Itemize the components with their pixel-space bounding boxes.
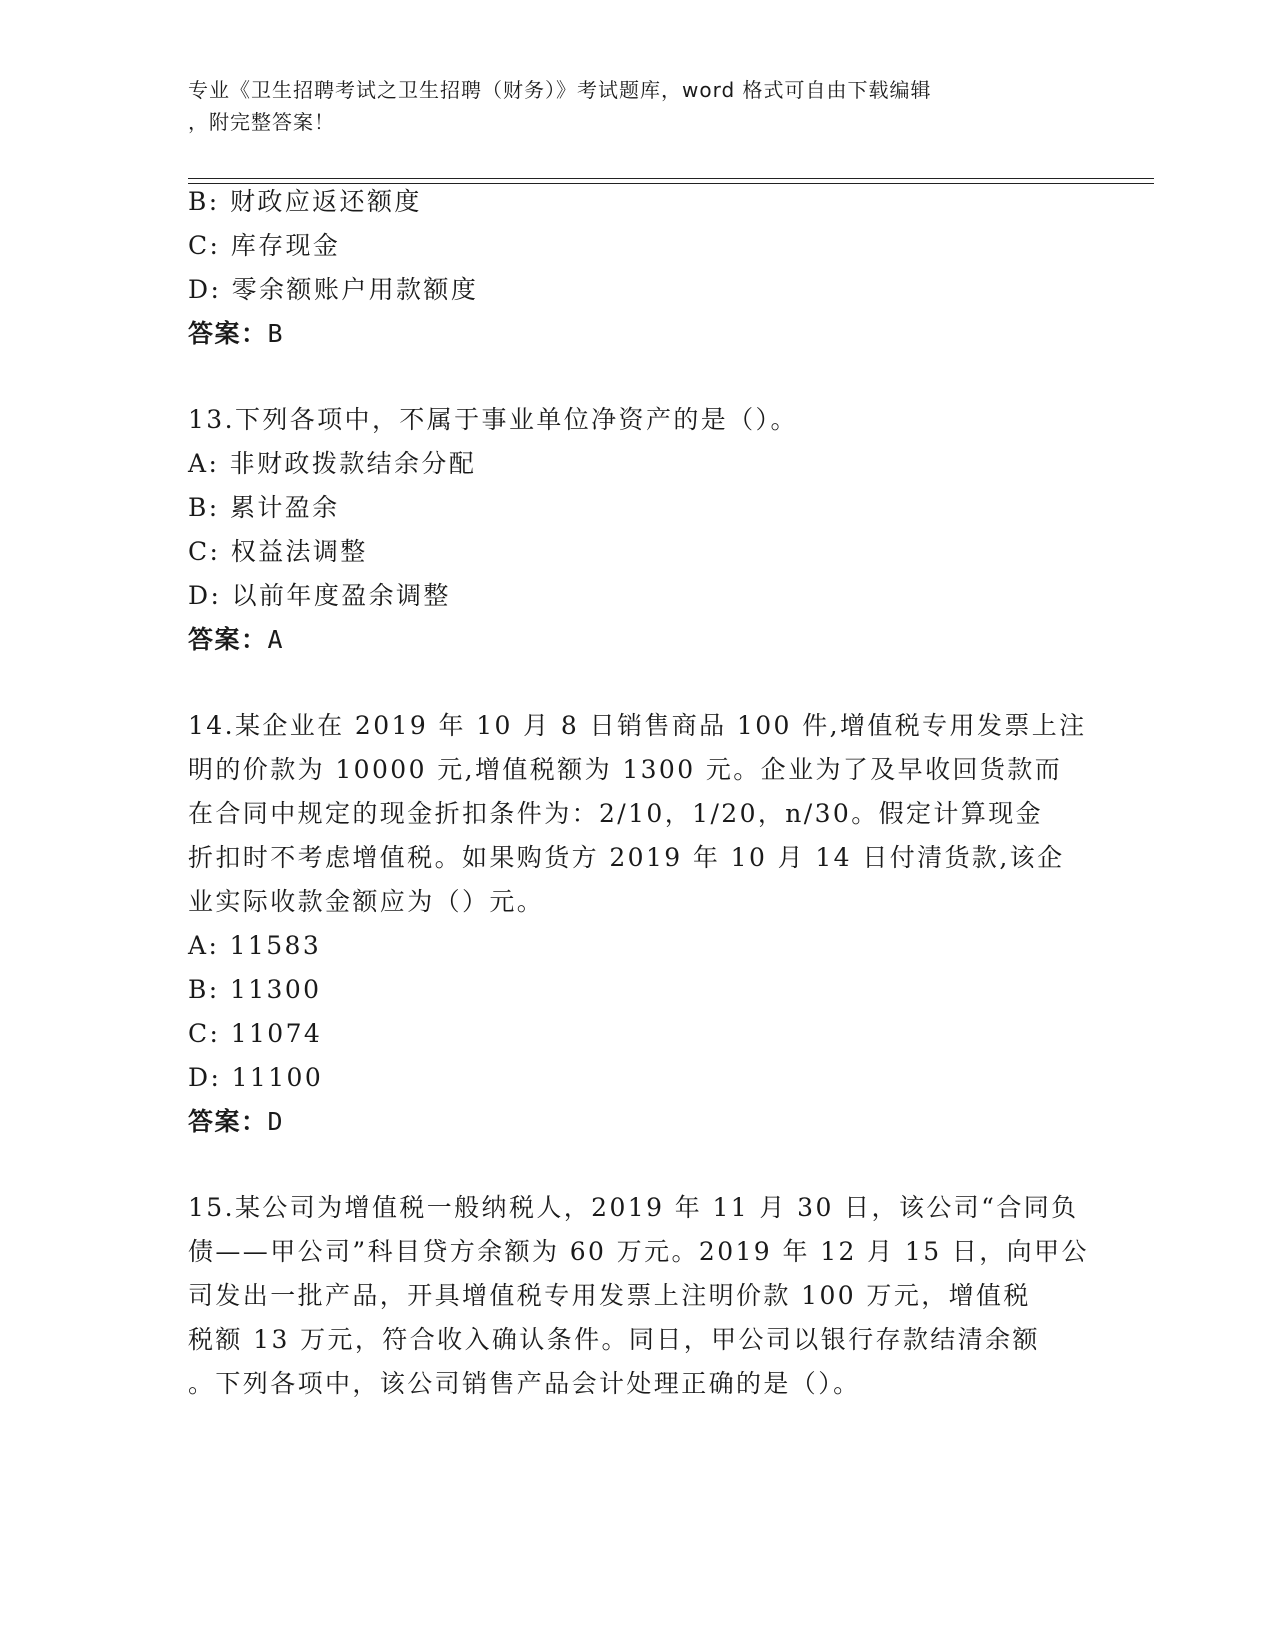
q12-answer-value: B (267, 319, 285, 348)
q13-option-d: D: 以前年度盈余调整 (188, 581, 451, 610)
q12-answer-label: 答案： (188, 319, 268, 348)
q15-stem-line-4: 税额 13 万元，符合收入确认条件。同日，甲公司以银行存款结清余额 (188, 1325, 1040, 1354)
q15-stem-line-3: 司发出一批产品，开具增值税专用发票上注明价款 100 万元，增值税 (188, 1281, 1031, 1310)
document-header (188, 74, 1068, 138)
q12-answer (188, 316, 284, 352)
q12-option-d: D: 零余额账户用款额度 (188, 275, 479, 304)
q12-option-b: B: 财政应返还额度 (188, 187, 422, 216)
q13-answer-value: A (267, 625, 285, 654)
q14-stem-line-5: 业实际收款金额应为（）元。 (188, 887, 545, 916)
q14-option-c: C: 11074 (188, 1019, 323, 1048)
q14-stem-line-1: 14.某企业在 2019 年 10 月 8 日销售商品 100 件,增值税专用发票上注 (188, 711, 1087, 740)
header-title-line-1: 专业《卫生招聘考试之卫生招聘（财务）》考试题库，word 格式可自由下载编辑 (188, 78, 932, 102)
q15-stem-line-2: 债——甲公司”科目贷方余额为 60 万元。2019 年 12 月 15 日，向甲公 (188, 1237, 1089, 1266)
q14-stem-line-2: 明的价款为 10000 元,增值税额为 1300 元。企业为了及早收回货款而 (188, 755, 1063, 784)
q14-answer-label: 答案： (188, 1107, 268, 1136)
q14-stem-line-4: 折扣时不考虑增值税。如果购货方 2019 年 10 月 14 日付清货款,该企 (188, 843, 1065, 872)
q15-stem-line-1: 15.某公司为增值税一般纳税人，2019 年 11 月 30 日，该公司“合同负 (188, 1193, 1079, 1222)
q14-answer-value: D (267, 1107, 285, 1136)
header-title-line-2: ，附完整答案！ (188, 110, 335, 134)
q13-answer-label: 答案： (188, 625, 268, 654)
q14-option-b: B: 11300 (188, 975, 322, 1004)
q13-stem: 13.下列各项中，不属于事业单位净资产的是（）。 (188, 405, 798, 434)
q13-option-b: B: 累计盈余 (188, 493, 340, 522)
q12-option-c: C: 库存现金 (188, 231, 341, 260)
q13-option-c: C: 权益法调整 (188, 537, 368, 566)
q14-stem-line-3: 在合同中规定的现金折扣条件为：2/10，1/20，n/30。假定计算现金 (188, 799, 1044, 828)
q14-option-a: A: 11583 (188, 931, 322, 960)
q14-answer (188, 1104, 284, 1140)
q13-option-a: A: 非财政拨款结余分配 (188, 449, 477, 478)
q14-option-d: D: 11100 (188, 1063, 324, 1092)
q15-stem-line-5: 。下列各项中，该公司销售产品会计处理正确的是（）。 (188, 1369, 861, 1398)
header-divider-top (188, 178, 1154, 179)
q13-answer (188, 622, 284, 658)
